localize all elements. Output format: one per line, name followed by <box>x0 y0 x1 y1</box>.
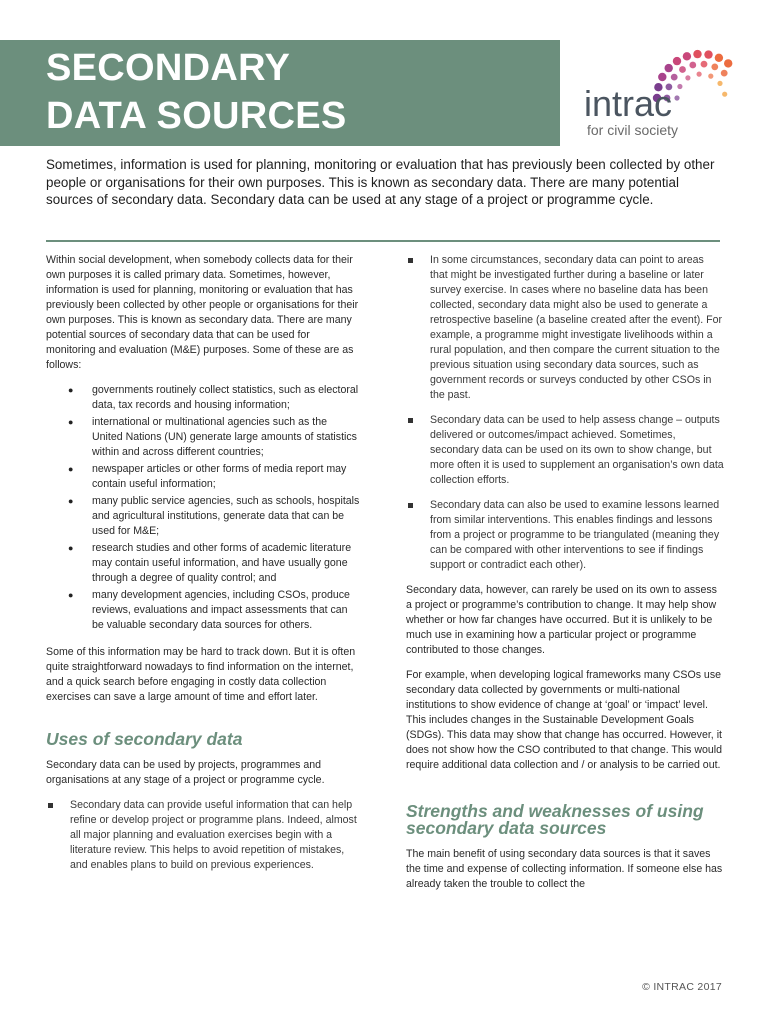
uses-list-continued <box>406 253 724 573</box>
uses-paragraph: Secondary data can be used by projects, programmes and organisations at any stage of a project or programme cycle. <box>46 759 325 786</box>
list-item: ● newspaper articles or other forms of media report may contain useful information; <box>46 462 360 492</box>
intro-paragraph: Sometimes, information is used for planning, monitoring or evaluation that has previously been collected by other people or organisations for their own purposes. This is known as secondary data. There are many potential sources of secondary data. Secondary data can be used at any stage of a project or programme cycle. <box>46 157 715 207</box>
logo-dot <box>679 66 686 73</box>
left-paragraph-1: Within social development, when somebody collects data for their own purposes it is called primary data. Sometimes, however, information is used for planning, monitoring or evaluation that has previously been collected by other people or organisations for their own purposes. This is known as secondary data. There are many potential sources of secondary data that can be used for monitoring and evaluation (M&E) purposes. Some of these are as follows: <box>46 254 359 371</box>
list-item: ● many development agencies, including CSOs, produce reviews, evaluations and impact assessments that can be valuable secondary data sources for others. <box>46 588 360 633</box>
intrac-logo <box>583 48 733 140</box>
strengths-heading: Strengths and weaknesses of using secondary data sources <box>406 801 704 838</box>
uses-list <box>46 798 360 873</box>
logo-dot <box>689 62 696 69</box>
list-item: Secondary data can be used to help assess change – outputs delivered or outcomes/impact achieved. Sometimes, secondary data can be used on its own to show change, but more often it is used to supplement an organisation’s own data collection efforts. <box>406 413 724 488</box>
logo-wordmark: intrac <box>584 83 673 124</box>
logo-dot <box>671 74 678 81</box>
logo-dot <box>724 59 732 67</box>
list-item: Secondary data can provide useful information that can help refine or develop project or programme plans. Indeed, almost all major planning and evaluation exercises begin with a literature review. This helps to avoid repetition of mistakes, and enables plans to build on previous experiences. <box>46 798 360 873</box>
logo-dot <box>693 50 701 58</box>
title-line-2: DATA SOURCES <box>46 95 347 137</box>
logo-dot <box>673 57 681 65</box>
uses-heading: Uses of secondary data <box>46 729 243 749</box>
left-column <box>46 253 360 883</box>
logo-dot <box>683 52 691 60</box>
logo-dot <box>658 73 666 81</box>
list-item: ● many public service agencies, such as schools, hospitals and agricultural institutions, generate data that can be used for M&E; <box>46 494 360 539</box>
logo-dot <box>677 84 682 89</box>
logo-dot <box>701 61 708 68</box>
right-column <box>406 253 724 902</box>
left-paragraph-2: Some of this information may be hard to track down. But it is often quite straightforward nowadays to find information on the internet, and a quick search before engaging in costly data collection exercises can save a large amount of time and effort later. <box>46 646 356 703</box>
strengths-paragraph: The main benefit of using secondary data sources is that it saves the time and expense of collecting information. If someone else has already taken the trouble to collect the <box>406 848 723 890</box>
sources-list <box>46 383 360 633</box>
logo-dot <box>704 50 712 58</box>
logo-dot <box>717 81 722 86</box>
copyright-footer: © INTRAC 2017 <box>642 981 722 993</box>
logo-dot <box>665 64 673 72</box>
list-item: ● governments routinely collect statistics, such as electoral data, tax records and housing information; <box>46 383 360 413</box>
page-title <box>46 44 347 140</box>
list-item: ● research studies and other forms of academic literature may contain useful information, and have usually gone through a degree of quality control; and <box>46 541 360 586</box>
section-divider <box>46 240 720 242</box>
right-paragraph-1: Secondary data, however, can rarely be used on its own to assess a project or programme’s contribution to change. It may help show whether or how far changes have occurred. But it is unlikely to be much use in examining how a particular project or programme contributed to those changes. <box>406 584 717 656</box>
logo-dot <box>697 72 702 77</box>
logo-dot <box>685 75 690 80</box>
logo-dot <box>674 95 679 100</box>
title-line-1: SECONDARY <box>46 47 291 89</box>
logo-dot <box>711 64 718 71</box>
list-item: ● international or multinational agencies such as the United Nations (UN) generate large amounts of statistics within and across different countries; <box>46 415 360 460</box>
logo-dot <box>721 70 728 77</box>
logo-dot <box>715 54 723 62</box>
logo-dot <box>722 92 727 97</box>
logo-tagline: for civil society <box>587 122 679 138</box>
logo-dot <box>708 74 713 79</box>
list-item: In some circumstances, secondary data can point to areas that might be investigated further during a baseline or later survey exercise. In cases where no baseline data has been collected, secondary data might also be used to generate a retrospective baseline (a baseline created after the event). For example, a programme might investigate livelihoods within a rural population, and then compare the current situation to the previous situation using secondary data sources, such as government records or surveys conducted by other CSOs in the past. <box>406 253 724 403</box>
right-paragraph-2: For example, when developing logical frameworks many CSOs use secondary data collected by governments or multi-national institutions to show evidence of change at ‘goal’ or ‘impact’ level. This includes changes in the Sustainable Development Goals (SDGs). This data may show that change has occurred. However, it does not show how the CSO contributed to that change. This would require additional data collection and / or analysis to be carried out. <box>406 669 723 771</box>
list-item: Secondary data can also be used to examine lessons learned from similar interventions. This enables findings and lessons from a project or programme to be triangulated (meaning they can be compared with other interventions to see if findings support or contradict each other). <box>406 498 724 573</box>
